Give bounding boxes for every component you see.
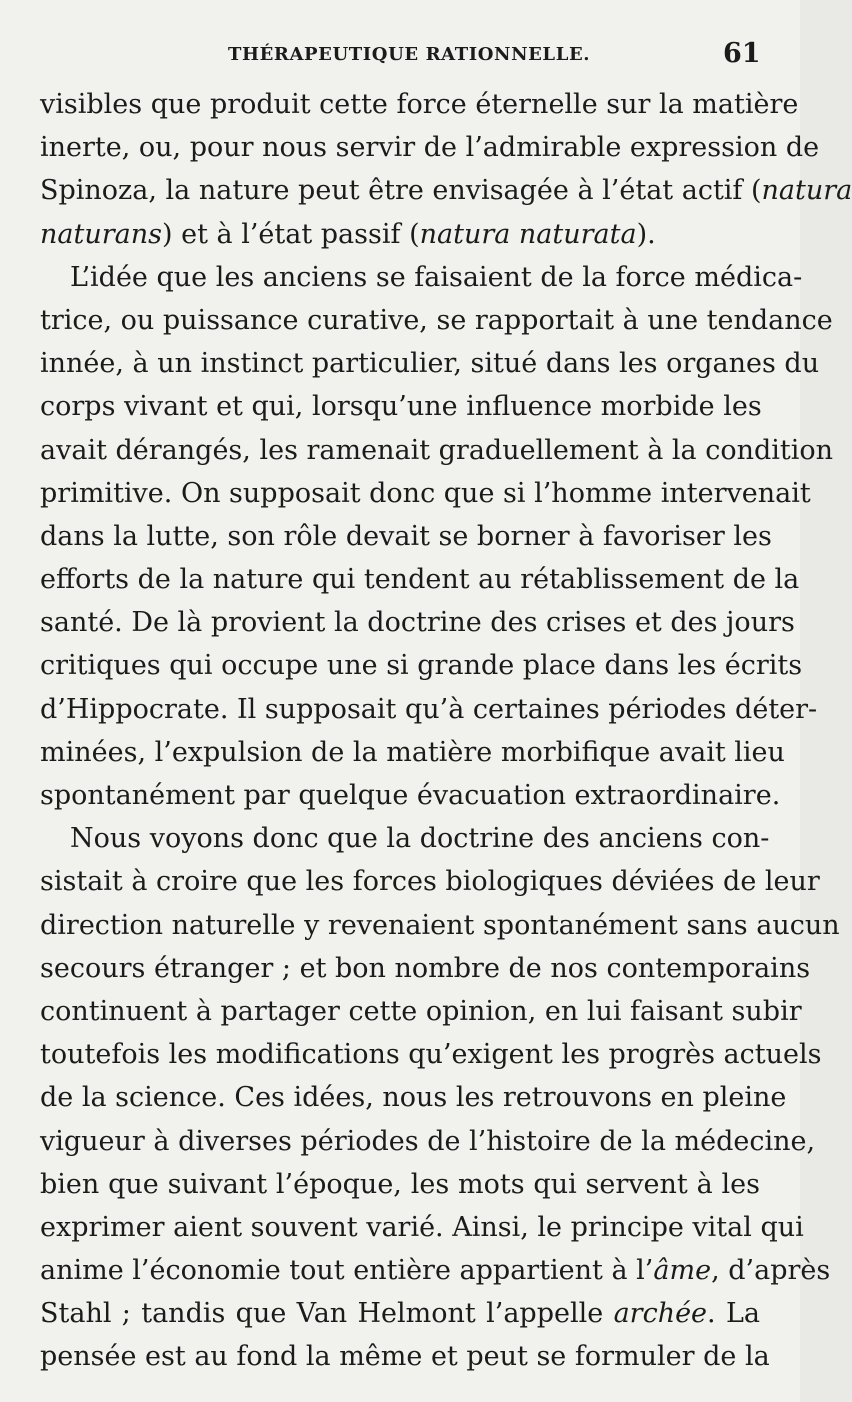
text-line: trice, ou puissance curative, se rapportait à une tendance bbox=[40, 304, 833, 336]
text-line: anime l’économie tout entière appartient à l’âme, d’après bbox=[40, 1255, 831, 1287]
text-line: spontanément par quelque évacuation extraordinaire. bbox=[40, 780, 781, 811]
text-line: efforts de la nature qui tendent au rétablissement de la bbox=[40, 564, 800, 596]
text-line: Spinoza, la nature peut être envisagée à l’état actif (natura bbox=[40, 175, 852, 207]
text-line: visibles que produit cette force éternelle sur la matière bbox=[40, 89, 799, 120]
text-line: corps vivant et qui, lorsqu’une influence morbide les bbox=[40, 391, 762, 423]
text-line: Stahl ; tandis que Van Helmont l’appelle archée. La bbox=[40, 1298, 760, 1330]
text-line: bien que suivant l’époque, les mots qui servent à les bbox=[40, 1168, 760, 1200]
body-text bbox=[40, 83, 852, 1379]
italic-term: archée bbox=[613, 1298, 708, 1330]
italic-term: natura naturata bbox=[419, 218, 637, 250]
text-line: direction naturelle y revenaient spontanément sans aucun bbox=[40, 909, 840, 941]
page-header bbox=[0, 38, 800, 70]
text-line: minées, l’expulsion de la matière morbifique avait lieu bbox=[40, 736, 785, 768]
text-line: secours étranger ; et bon nombre de nos contemporains bbox=[40, 952, 811, 984]
text-line: avait dérangés, les ramenait graduellement à la condition bbox=[40, 434, 834, 466]
text-line: vigueur à diverses périodes de l’histoire de la médecine, bbox=[40, 1125, 816, 1157]
text-line: Nous voyons donc que la doctrine des anciens con- bbox=[70, 823, 770, 855]
text-line: sistait à croire que les forces biologiques déviées de leur bbox=[40, 866, 820, 898]
text-line: continuent à partager cette opinion, en lui faisant subir bbox=[40, 995, 802, 1027]
italic-term: naturans bbox=[40, 218, 162, 250]
text-line: inerte, ou, pour nous servir de l’admirable expression de bbox=[40, 132, 820, 164]
text-line: d’Hippocrate. Il supposait qu’à certaines périodes déter- bbox=[40, 693, 818, 725]
text-line: naturans) et à l’état passif (natura naturata). bbox=[40, 218, 656, 250]
text-line: critiques qui occupe une si grande place dans les écrits bbox=[40, 650, 803, 682]
text-line: dans la lutte, son rôle devait se borner à favoriser les bbox=[40, 520, 772, 552]
text-line: santé. De là provient la doctrine des crises et des jours bbox=[40, 607, 795, 639]
italic-term: âme bbox=[653, 1255, 712, 1287]
text-line: toutefois les modifications qu’exigent les progrès actuels bbox=[40, 1039, 822, 1071]
page-number: 61 bbox=[723, 38, 761, 69]
text-line: primitive. On supposait donc que si l’homme intervenait bbox=[40, 477, 811, 509]
text-line: pensée est au fond la même et peut se formuler de la bbox=[40, 1341, 770, 1373]
text-line: L’idée que les anciens se faisaient de la force médica- bbox=[70, 261, 803, 293]
running-head: THÉRAPEUTIQUE RATIONNELLE. bbox=[228, 44, 591, 65]
text-line: innée, à un instinct particulier, situé dans les organes du bbox=[40, 348, 820, 380]
text-line: exprimer aient souvent varié. Ainsi, le principe vital qui bbox=[40, 1211, 804, 1243]
text-line: de la science. Ces idées, nous les retrouvons en pleine bbox=[40, 1082, 787, 1114]
italic-term: natura bbox=[761, 175, 852, 207]
